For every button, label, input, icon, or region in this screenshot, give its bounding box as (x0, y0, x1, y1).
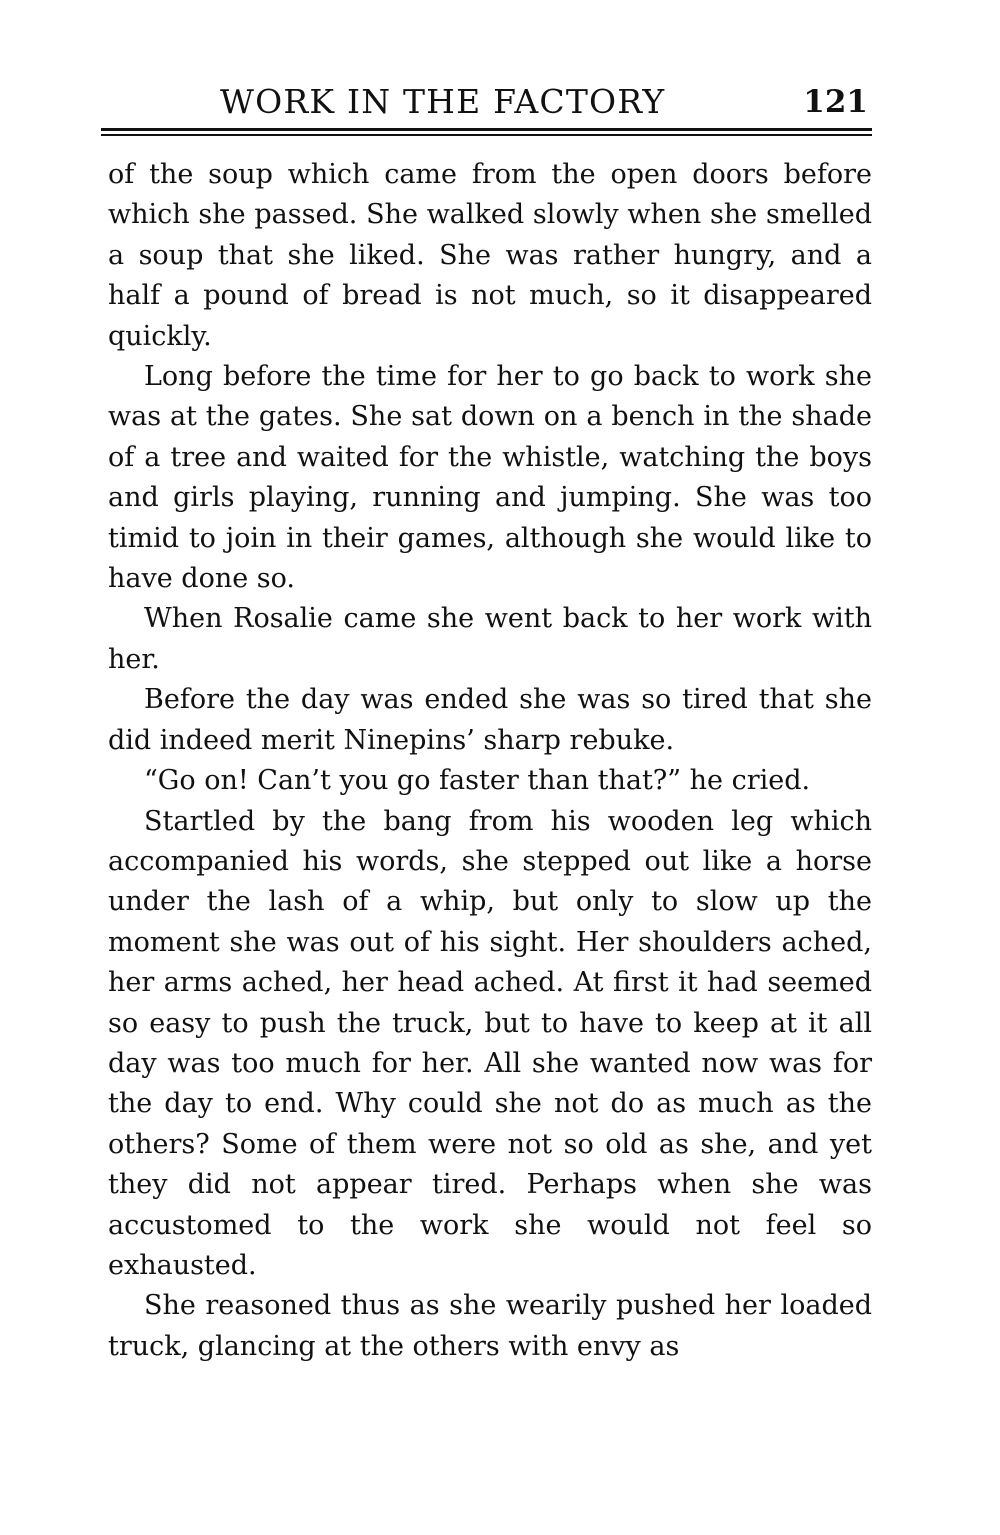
paragraph: She reasoned thus as she wearily pushed her loaded truck, glancing at the others with envy as (108, 1290, 872, 1362)
header-rule-thin (101, 134, 872, 136)
paragraph: of the soup which came from the open doors before which she passed. She walked slowly when she smelled a soup that she liked. She was rather hungry, and a half a pound of bread is not much, so it disappeared quickly. (108, 159, 872, 352)
body-text (108, 155, 872, 1367)
running-header (108, 80, 874, 124)
paragraph: “Go on! Can’t you go faster than that?” he cried. (144, 765, 811, 797)
paragraph: Startled by the bang from his wooden leg which accompanied his words, she stepped out like a horse under the lash of a whip, but only to slow up the moment she was out of his sight. Her shoulders ached, her arms ached, her head ached. At first it had seemed so easy to push the truck, but to have to keep at it all day was too much for her. All she wanted now was for the day to end. Why could she not do as much as the others? Some of them were not so old as she, and yet they did not appear tired. Perhaps when she was accustomed to the work she would not feel so exhausted. (108, 805, 872, 1281)
chapter-title: WORK IN THE FACTORY (220, 82, 666, 121)
paragraph: When Rosalie came she went back to her work with her. (108, 603, 872, 675)
header-rule-thick (101, 128, 872, 131)
page-number: 121 (803, 84, 868, 120)
paragraph: Before the day was ended she was so tired that she did indeed merit Ninepins’ sharp rebuke. (108, 684, 872, 756)
paragraph: Long before the time for her to go back to work she was at the gates. She sat down on a bench in the shade of a tree and waited for the whistle, watching the boys and girls playing, running and jumping. She was too timid to join in their games, although she would like to have done so. (108, 361, 872, 595)
